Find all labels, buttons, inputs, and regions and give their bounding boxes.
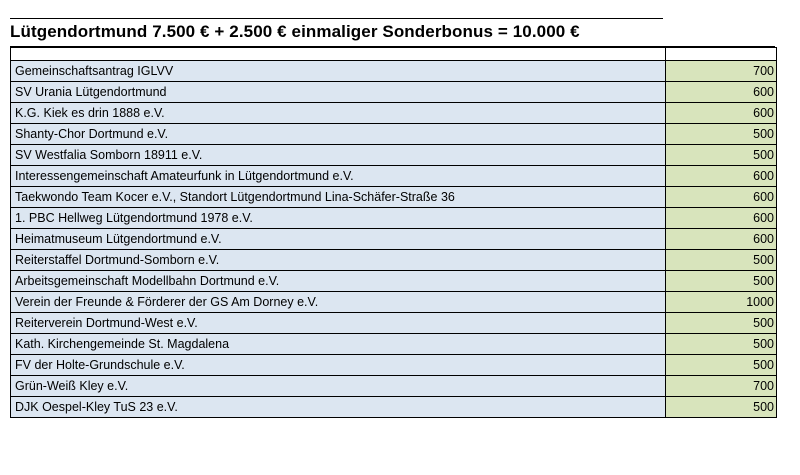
- table-row: [11, 124, 777, 145]
- organization-name-cell: DJK Oespel-Kley TuS 23 e.V.: [11, 397, 666, 418]
- table-row: [11, 355, 777, 376]
- amount-cell: 700: [666, 61, 777, 82]
- blank-cell: [666, 48, 777, 61]
- organization-name-cell: Arbeitsgemeinschaft Modellbahn Dortmund e.V.: [11, 271, 666, 292]
- table-row: [11, 166, 777, 187]
- amount-cell: 600: [666, 187, 777, 208]
- amount-cell: 700: [666, 376, 777, 397]
- amount-cell: 500: [666, 124, 777, 145]
- amount-cell: 500: [666, 313, 777, 334]
- amount-cell: 1000: [666, 292, 777, 313]
- amount-cell: 500: [666, 334, 777, 355]
- organization-name-cell: Kath. Kirchengemeinde St. Magdalena: [11, 334, 666, 355]
- table-row: [11, 187, 777, 208]
- organization-name-cell: Taekwondo Team Kocer e.V., Standort Lütgendortmund Lina-Schäfer-Straße 36: [11, 187, 666, 208]
- blank-cell: [11, 48, 666, 61]
- table-row: [11, 313, 777, 334]
- organization-name-cell: Heimatmuseum Lütgendortmund e.V.: [11, 229, 666, 250]
- table-row: [11, 145, 777, 166]
- amount-cell: 600: [666, 166, 777, 187]
- table-row: [11, 229, 777, 250]
- organization-name-cell: SV Urania Lütgendortmund: [11, 82, 666, 103]
- amount-cell: 600: [666, 229, 777, 250]
- organization-name-cell: SV Westfalia Somborn 18911 e.V.: [11, 145, 666, 166]
- organization-name-cell: Reiterverein Dortmund-West e.V.: [11, 313, 666, 334]
- table-row: [11, 376, 777, 397]
- amount-cell: 500: [666, 271, 777, 292]
- amount-cell: 500: [666, 145, 777, 166]
- amount-cell: 500: [666, 397, 777, 418]
- table-row: [11, 82, 777, 103]
- organization-name-cell: K.G. Kiek es drin 1888 e.V.: [11, 103, 666, 124]
- table-row: [11, 208, 777, 229]
- organization-name-cell: Shanty-Chor Dortmund e.V.: [11, 124, 666, 145]
- amount-cell: 600: [666, 82, 777, 103]
- amount-cell: 600: [666, 103, 777, 124]
- organization-name-cell: Interessengemeinschaft Amateurfunk in Lütgendortmund e.V.: [11, 166, 666, 187]
- organization-name-cell: FV der Holte-Grundschule e.V.: [11, 355, 666, 376]
- page-title: Lütgendortmund 7.500 € + 2.500 € einmaliger Sonderbonus = 10.000 €: [10, 22, 580, 41]
- organization-name-cell: Gemeinschaftsantrag IGLVV: [11, 61, 666, 82]
- organization-name-cell: 1. PBC Hellweg Lütgendortmund 1978 e.V.: [11, 208, 666, 229]
- top-rule: [10, 18, 663, 19]
- table-row: [11, 292, 777, 313]
- table-row: [11, 250, 777, 271]
- funding-table: [10, 47, 777, 418]
- amount-cell: 500: [666, 250, 777, 271]
- organization-name-cell: Grün-Weiß Kley e.V.: [11, 376, 666, 397]
- table-row: [11, 103, 777, 124]
- funding-table-body: [11, 48, 777, 418]
- table-row: [11, 61, 777, 82]
- blank-row: [11, 48, 777, 61]
- organization-name-cell: Reiterstaffel Dortmund-Somborn e.V.: [11, 250, 666, 271]
- table-row: [11, 334, 777, 355]
- organization-name-cell: Verein der Freunde & Förderer der GS Am Dorney e.V.: [11, 292, 666, 313]
- table-row: [11, 271, 777, 292]
- table-row: [11, 397, 777, 418]
- amount-cell: 600: [666, 208, 777, 229]
- amount-cell: 500: [666, 355, 777, 376]
